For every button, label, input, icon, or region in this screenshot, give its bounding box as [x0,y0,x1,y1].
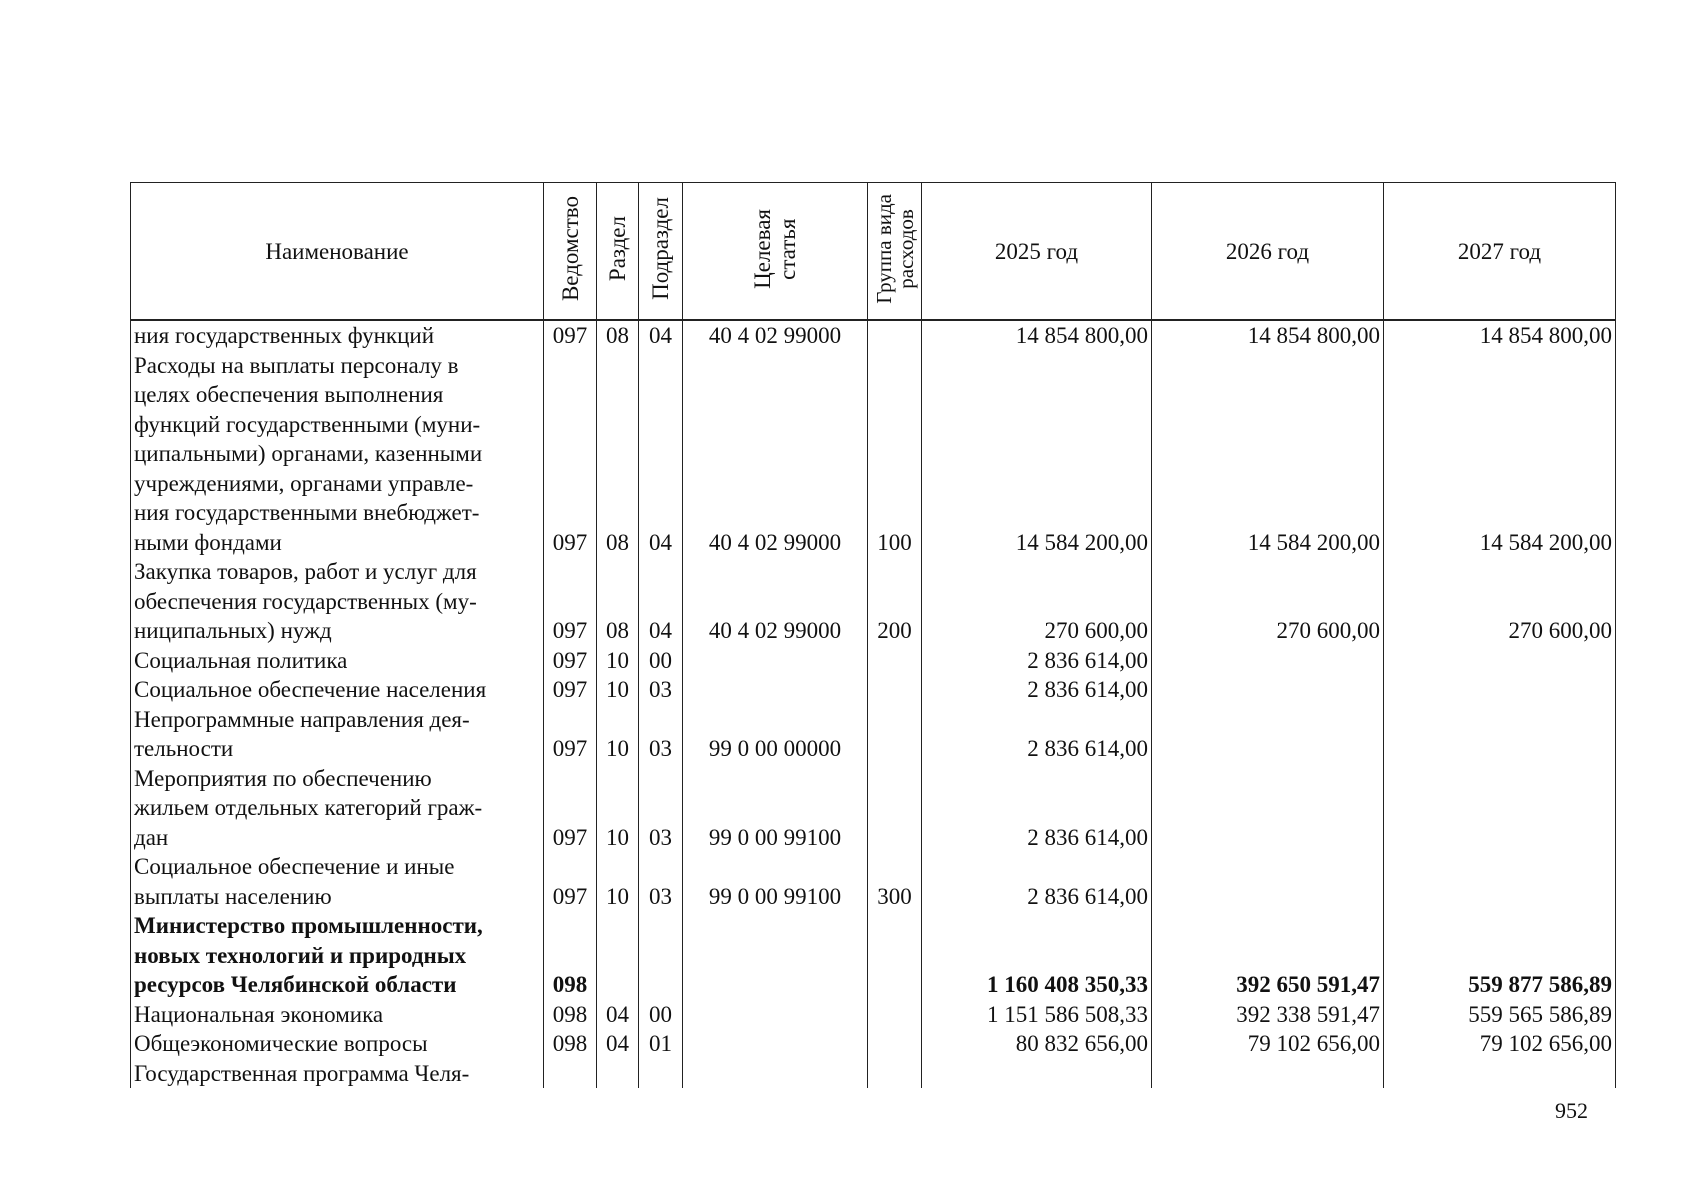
target-article-cell [683,1059,868,1089]
expense-group-cell [868,320,922,351]
row-name-line: учреждениями, органами управле- [134,470,474,496]
row-name-line: ния государственных функций [134,323,434,348]
department-cell: 097 [544,320,597,351]
amount-2027-cell: 14 584 200,00 [1384,351,1616,558]
target-article-cell [683,1029,868,1059]
row-name-line: Непрограммные направления дея- [134,706,470,732]
target-article-cell [683,1000,868,1030]
table-row [131,646,1616,676]
amount-2027-cell: 559 877 586,89 [1384,911,1616,1000]
table-row [131,320,1616,351]
row-name-line: Социальная политика [134,647,348,673]
subsection-cell [639,1059,683,1089]
expense-group-cell [868,764,922,853]
section-cell: 04 [597,1029,639,1059]
amount-2026-cell [1152,646,1384,676]
header-year-2025: 2025 год [922,183,1152,321]
subsection-cell: 03 [639,852,683,911]
section-cell [597,911,639,1000]
amount-2026-cell: 392 338 591,47 [1152,1000,1384,1030]
amount-2027-cell: 270 600,00 [1384,557,1616,646]
row-name-line: обеспечения государственных (му- [134,588,477,614]
header-year-2027: 2027 год [1384,183,1616,321]
expense-group-cell [868,1000,922,1030]
subsection-cell: 03 [639,675,683,705]
target-article-cell: 99 0 00 99100 [683,852,868,911]
amount-2026-cell: 14 854 800,00 [1152,320,1384,351]
section-cell: 08 [597,320,639,351]
expense-group-cell [868,675,922,705]
amount-2026-cell: 79 102 656,00 [1152,1029,1384,1059]
amount-2027-cell [1384,852,1616,911]
row-name-cell [131,557,544,646]
subsection-cell [639,911,683,1000]
row-name-line: функций государственными (муни- [134,411,481,437]
subsection-cell: 00 [639,646,683,676]
expense-group-cell [868,911,922,1000]
section-cell: 10 [597,764,639,853]
amount-2025-cell: 270 600,00 [922,557,1152,646]
row-name-line: Общеэкономические вопросы [134,1031,428,1056]
amount-2027-cell [1384,646,1616,676]
amount-2025-cell: 2 836 614,00 [922,646,1152,676]
amount-2027-cell [1384,705,1616,764]
amount-2027-cell: 79 102 656,00 [1384,1029,1616,1059]
subsection-cell: 04 [639,557,683,646]
department-cell: 097 [544,646,597,676]
table-row [131,1059,1616,1089]
header-subsection: Подраздел [639,183,683,321]
amount-2027-cell: 559 565 586,89 [1384,1000,1616,1030]
expense-group-cell [868,646,922,676]
row-name-line: новых технологий и природных [134,942,467,968]
subsection-cell: 04 [639,320,683,351]
table-row [131,351,1616,558]
amount-2025-cell: 14 854 800,00 [922,320,1152,351]
amount-2027-cell [1384,764,1616,853]
row-name-line: Расходы на выплаты персоналу в [134,352,459,378]
amount-2026-cell [1152,675,1384,705]
header-name: Наименование [131,183,544,321]
section-cell: 10 [597,705,639,764]
table-body [131,320,1616,1088]
amount-2026-cell [1152,1059,1384,1089]
section-cell [597,1059,639,1089]
target-article-cell: 40 4 02 99000 [683,557,868,646]
amount-2025-cell: 1 160 408 350,33 [922,911,1152,1000]
amount-2025-cell: 2 836 614,00 [922,852,1152,911]
target-article-cell: 99 0 00 00000 [683,705,868,764]
subsection-cell: 04 [639,351,683,558]
header-expense-group: Группа вида расходов [868,183,922,321]
row-name-cell [131,320,544,351]
expense-group-cell: 200 [868,557,922,646]
amount-2027-cell [1384,1059,1616,1089]
section-cell: 08 [597,351,639,558]
amount-2026-cell [1152,852,1384,911]
department-cell: 097 [544,351,597,558]
table-row [131,1000,1616,1030]
table-row [131,911,1616,1000]
table-row [131,764,1616,853]
row-name-cell [131,646,544,676]
amount-2026-cell [1152,705,1384,764]
header-section: Раздел [597,183,639,321]
section-cell: 10 [597,852,639,911]
amount-2026-cell [1152,764,1384,853]
subsection-cell: 03 [639,764,683,853]
target-article-cell: 99 0 00 99100 [683,764,868,853]
department-cell: 098 [544,1000,597,1030]
row-name-line: ресурсов Челябинской области [134,972,457,997]
row-name-line: Закупка товаров, работ и услуг для [134,559,477,584]
amount-2027-cell [1384,675,1616,705]
expense-group-cell: 100 [868,351,922,558]
department-cell: 097 [544,852,597,911]
row-name-line: Министерство промышленности, [134,913,483,938]
amount-2025-cell: 1 151 586 508,33 [922,1000,1152,1030]
expense-group-cell [868,1029,922,1059]
section-cell: 08 [597,557,639,646]
row-name-line: Мероприятия по обеспечению [134,765,432,791]
table-row [131,705,1616,764]
row-name-line: Государственная программа Челя- [134,1060,470,1086]
amount-2026-cell: 392 650 591,47 [1152,911,1384,1000]
section-cell: 04 [597,1000,639,1030]
subsection-cell: 03 [639,705,683,764]
amount-2025-cell: 14 584 200,00 [922,351,1152,558]
amount-2025-cell [922,1059,1152,1089]
department-cell: 097 [544,557,597,646]
target-article-cell [683,675,868,705]
row-name-line: Социальное обеспечение и иные [134,854,455,879]
amount-2025-cell: 2 836 614,00 [922,675,1152,705]
department-cell [544,1059,597,1089]
section-cell: 10 [597,646,639,676]
subsection-cell: 01 [639,1029,683,1059]
table-row [131,1029,1616,1059]
table-row [131,675,1616,705]
row-name-line: ниципальных) нужд [134,618,332,643]
department-cell: 097 [544,705,597,764]
table-header [131,183,1616,321]
department-cell: 097 [544,675,597,705]
department-cell: 098 [544,1029,597,1059]
subsection-cell: 00 [639,1000,683,1030]
header-target-article: Целевая статья [683,183,868,321]
row-name-cell [131,1000,544,1030]
page-number: 952 [1555,1098,1588,1123]
amount-2025-cell: 2 836 614,00 [922,705,1152,764]
row-name-line: ными фондами [134,529,282,555]
row-name-cell [131,764,544,853]
row-name-cell [131,911,544,1000]
department-cell: 098 [544,911,597,1000]
target-article-cell [683,646,868,676]
amount-2025-cell: 80 832 656,00 [922,1029,1152,1059]
amount-2027-cell: 14 854 800,00 [1384,320,1616,351]
row-name-cell [131,351,544,558]
header-department: Ведомство [544,183,597,321]
row-name-line: ния государственными внебюджет- [134,500,480,525]
table-row [131,852,1616,911]
row-name-cell [131,1029,544,1059]
row-name-cell [131,852,544,911]
row-name-line: Национальная экономика [134,1001,384,1027]
expense-group-cell: 300 [868,852,922,911]
row-name-line: жильем отдельных категорий граж- [134,795,483,820]
budget-table [130,182,1616,1088]
amount-2026-cell: 270 600,00 [1152,557,1384,646]
expense-group-cell [868,705,922,764]
header-year-2026: 2026 год [1152,183,1384,321]
row-name-line: тельности [134,736,234,761]
row-name-cell [131,705,544,764]
row-name-cell [131,675,544,705]
row-name-line: целях обеспечения выполнения [134,382,444,407]
row-name-line: дан [134,824,169,850]
amount-2026-cell: 14 584 200,00 [1152,351,1384,558]
target-article-cell: 40 4 02 99000 [683,351,868,558]
row-name-line: ципальными) органами, казенными [134,441,483,466]
department-cell: 097 [544,764,597,853]
row-name-line: Социальное обеспечение населения [134,677,487,702]
row-name-line: выплаты населению [134,883,332,909]
target-article-cell [683,911,868,1000]
amount-2025-cell: 2 836 614,00 [922,764,1152,853]
target-article-cell: 40 4 02 99000 [683,320,868,351]
table-row [131,557,1616,646]
row-name-cell [131,1059,544,1089]
expense-group-cell [868,1059,922,1089]
section-cell: 10 [597,675,639,705]
